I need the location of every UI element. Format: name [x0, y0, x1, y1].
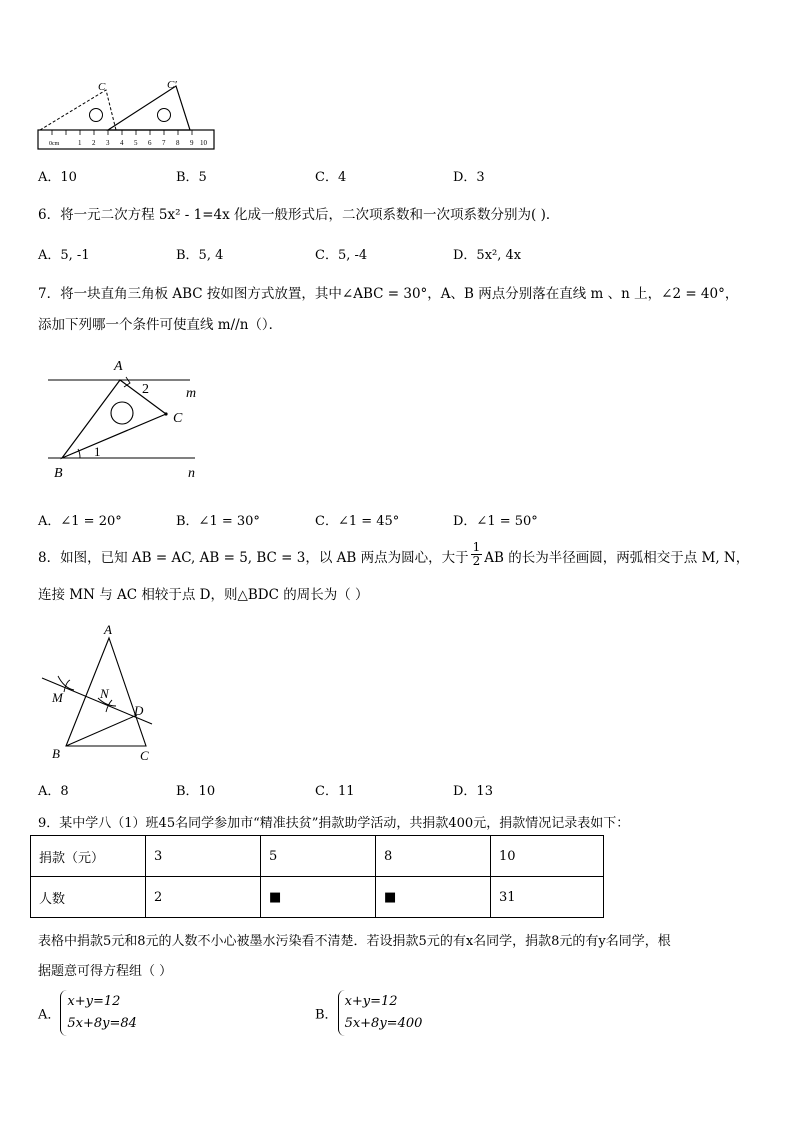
q8-fraction [471, 541, 483, 568]
ruler-tick-6: 6 [148, 139, 152, 147]
q9-option-b[interactable] [315, 990, 422, 1036]
label-b: B [54, 466, 63, 481]
q6-option-a[interactable]: A．5, -1 [38, 248, 90, 263]
table-cell: 捐款（元） [31, 836, 146, 877]
q5-figure [36, 78, 220, 154]
label-a: A [114, 359, 123, 374]
ruler-ticks [52, 130, 192, 135]
q9-a-eq1: x+y=12 [67, 994, 121, 1009]
q8-option-c[interactable]: C．11 [315, 784, 355, 799]
dashed-triangle-hole [90, 109, 103, 122]
label-n: n [188, 466, 195, 481]
equation-system-b [338, 990, 423, 1036]
ruler-tick-1: 1 [78, 139, 82, 147]
q9-b-eq2: 5x+8y=400 [344, 1016, 423, 1031]
table-row [31, 836, 604, 877]
q7-text-line1: 7．将一块直角三角板 ABC 按如图方式放置，其中∠ABC = 30°，A、B 两点分别落在直线 m 、n 上，∠2 = 40°， [38, 286, 739, 302]
label-d: D [134, 703, 144, 718]
table-cell-ink-blot: ■ [261, 877, 376, 918]
q5-option-c[interactable]: C．4 [315, 170, 347, 185]
label-m: m [186, 386, 197, 401]
label-c: C [173, 411, 183, 426]
table-cell: 人数 [31, 877, 146, 918]
label-1: 1 [94, 444, 101, 459]
q7-text-line2: 添加下列哪一个条件可使直线 m//n（）． [38, 317, 283, 333]
label-c-prime: C′ [167, 79, 177, 91]
ruler-tick-2: 2 [92, 139, 96, 147]
table-cell: 5 [261, 836, 376, 877]
q5-option-d[interactable]: D．3 [453, 170, 485, 185]
label-n: N [100, 686, 109, 701]
q5-option-a[interactable]: A．10 [38, 170, 77, 185]
table-cell-ink-blot: ■ [376, 877, 491, 918]
right-angle-mark [124, 377, 130, 387]
q8-text-line1 [38, 540, 750, 568]
ruler-tick-7: 7 [162, 139, 166, 147]
q7-option-c[interactable]: C．∠1 = 45° [315, 514, 400, 529]
ruler-tick-5: 5 [134, 139, 138, 147]
solid-triangle [108, 86, 190, 130]
q8-figure [36, 620, 166, 766]
q7-option-a[interactable]: A．∠1 = 20° [38, 514, 122, 529]
label-2: 2 [142, 382, 149, 397]
set-square-hole [111, 402, 133, 424]
set-square [62, 380, 166, 458]
label-a: A [104, 622, 112, 637]
ruler-tick-8: 8 [176, 139, 180, 147]
q7-figure [40, 352, 220, 484]
q9-text-after1: 表格中捐款5元和8元的人数不小心被墨水污染看不清楚．若设捐款5元的有x名同学，捐款8元的有y名同学，根 [38, 934, 671, 949]
q8-fraction-den: 2 [472, 554, 481, 568]
q8-text-line1-pre: 8．如图，已知 AB = AC, AB = 5, BC = 3，以 AB 两点为圆心，大于 [38, 550, 469, 566]
equation-system-a [60, 990, 137, 1036]
donation-table [30, 835, 604, 918]
q8-fraction-num: 1 [472, 540, 481, 554]
q8-option-b[interactable]: B．10 [176, 784, 216, 799]
q8-text-line1-post: AB 的长为半径画圆，两弧相交于点 M, N， [484, 550, 750, 566]
q8-option-d[interactable]: D．13 [453, 784, 493, 799]
ruler-tick-10: 10 [200, 139, 207, 147]
table-cell: 3 [146, 836, 261, 877]
ruler-tick-4: 4 [120, 139, 124, 147]
q7-option-d[interactable]: D．∠1 = 50° [453, 514, 538, 529]
q9-text: 9．某中学八（1）班45名同学参加市“精准扶贫”捐款助学活动，共捐款400元，捐款情况记录表如下： [38, 816, 630, 831]
q8-text-line2: 连接 MN 与 AC 相较于点 D，则△BDC 的周长为（ ） [38, 587, 369, 603]
table-row [31, 877, 604, 918]
q9-text-after2: 据题意可得方程组（ ） [38, 964, 173, 979]
q6-option-d[interactable]: D．5x², 4x [453, 248, 522, 263]
label-b: B [52, 746, 60, 761]
q8-option-a[interactable]: A．8 [38, 784, 69, 799]
q7-option-b[interactable]: B．∠1 = 30° [176, 514, 260, 529]
q6-option-b[interactable]: B．5, 4 [176, 248, 224, 263]
table-cell: 8 [376, 836, 491, 877]
solid-triangle-hole [158, 109, 171, 122]
q5-option-b[interactable]: B．5 [176, 170, 207, 185]
q9-option-a[interactable] [38, 990, 137, 1036]
table-cell: 31 [491, 877, 604, 918]
ruler-unit-label: 0cm [49, 141, 60, 147]
point-c [164, 412, 167, 415]
q9-b-eq1: x+y=12 [344, 994, 398, 1009]
ruler-tick-3: 3 [106, 139, 110, 147]
q6-option-c[interactable]: C．5, -4 [315, 248, 368, 263]
dashed-triangle [40, 90, 116, 130]
label-m: M [52, 690, 63, 705]
ruler [38, 130, 214, 149]
table-cell: 2 [146, 877, 261, 918]
q9-option-b-label: B． [315, 1007, 338, 1023]
table-cell: 10 [491, 836, 604, 877]
ruler-tick-9: 9 [190, 139, 194, 147]
q9-option-a-label: A． [38, 1007, 61, 1023]
label-c: C [140, 748, 149, 763]
q9-a-eq2: 5x+8y=84 [67, 1016, 137, 1031]
q6-text: 6．将一元二次方程 5x² - 1=4x 化成一般形式后，二次项系数和一次项系数分别为( )． [38, 207, 560, 223]
label-c: C [98, 81, 106, 93]
